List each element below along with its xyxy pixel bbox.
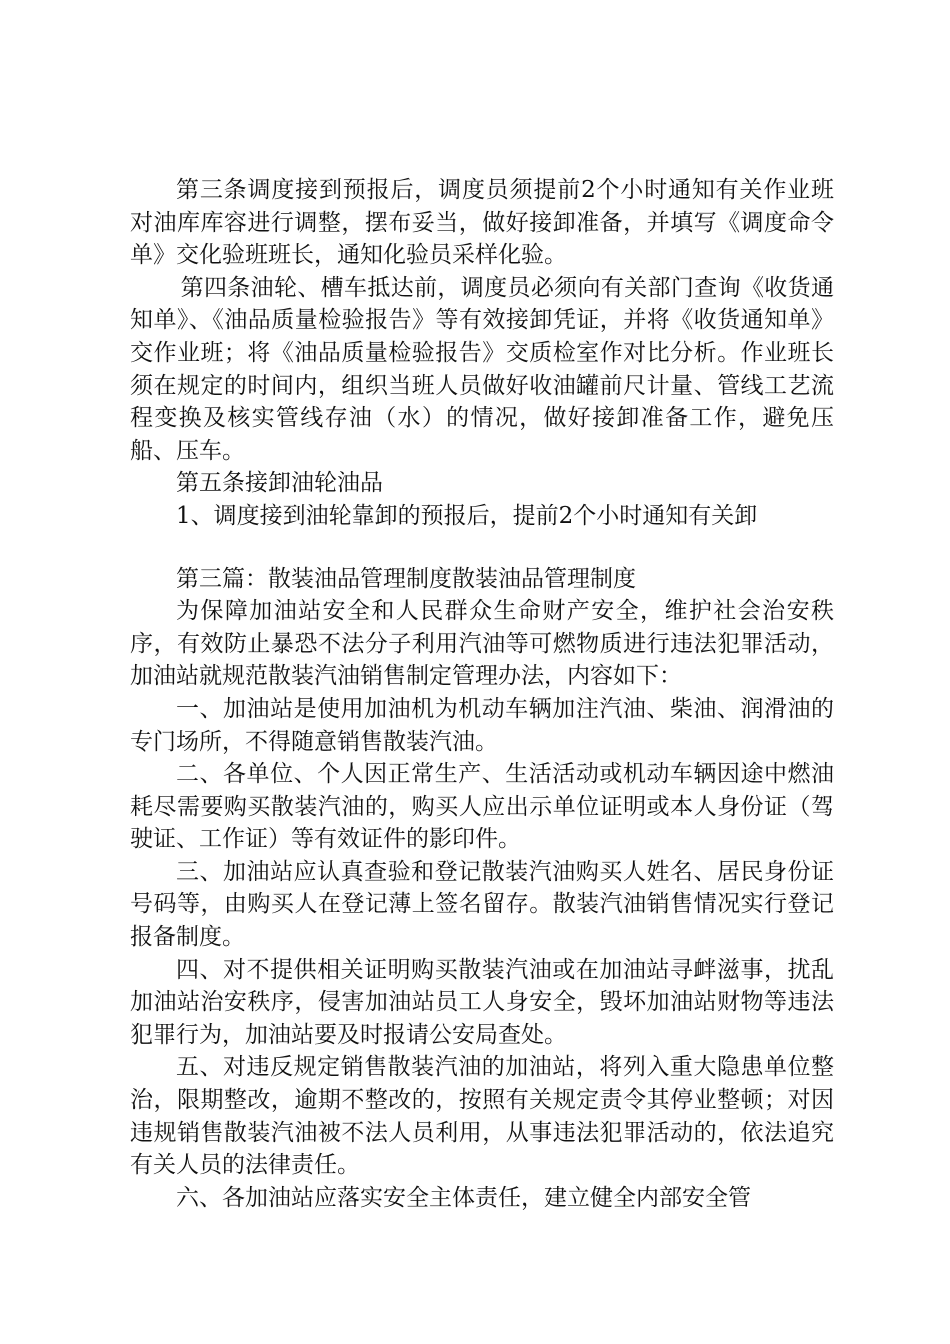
intro-paragraph: 为保障加油站安全和人民群众生命财产安全，维护社会治安秩序，有效防止暴恐不法分子利用汽油等可燃物质进行违法犯罪活动，加油站就规范散装汽油销售制定管理办法，内容如下： (130, 598, 834, 690)
article-3-paragraph: 第三条调度接到预报后，调度员须提前2个小时通知有关作业班对油库库容进行调整，摆布妥当，做好接卸准备，并填写《调度命令单》交化验班班长，通知化验员采样化验。 (130, 177, 834, 269)
article-5-heading: 第五条接卸油轮油品 (176, 470, 383, 497)
rule-2-paragraph: 二、各单位、个人因正常生产、生活活动或机动车辆因途中燃油耗尽需要购买散装汽油的，购买人应出示单位证明或本人身份证（驾驶证、工作证）等有效证件的影印件。 (130, 761, 834, 853)
article-5-item-1: 1、调度接到油轮靠卸的预报后，提前2个小时通知有关卸 (176, 502, 758, 529)
rule-4-paragraph: 四、对不提供相关证明购买散装汽油或在加油站寻衅滋事，扰乱加油站治安秩序，侵害加油站员工人身安全，毁坏加油站财物等违法犯罪行为，加油站要及时报请公安局查处。 (130, 956, 834, 1048)
section-heading: 第三篇：散装油品管理制度散装油品管理制度 (176, 565, 636, 592)
rule-6-paragraph: 六、各加油站应落实安全主体责任，建立健全内部安全管 (176, 1184, 751, 1211)
rule-5-paragraph: 五、对违反规定销售散装汽油的加油站，将列入重大隐患单位整治，限期整改，逾期不整改的，按照有关规定责令其停业整顿；对因违规销售散装汽油被不法人员利用，从事违法犯罪活动的，依法追究有关人员的法律责任。 (130, 1054, 834, 1179)
rule-3-paragraph: 三、加油站应认真查验和登记散装汽油购买人姓名、居民身份证号码等，由购买人在登记薄上签名留存。散装汽油销售情况实行登记报备制度。 (130, 858, 834, 951)
document-page (130, 174, 834, 1214)
article-4-paragraph: 第四条油轮、槽车抵达前，调度员必须向有关部门查询《收货通知单》、《油品质量检验报告》等有效接卸凭证，并将《收货通知单》交作业班；将《油品质量检验报告》交质检室作对比分析。作业班长须在规定的时间内，组织当班人员做好收油罐前尺计量、管线工艺流程变换及核实管线存油（水）的情况，做好接卸准备工作，避免压船、压车。 (130, 274, 834, 464)
section-gap (130, 533, 834, 563)
rule-1-paragraph: 一、加油站是使用加油机为机动车辆加注汽油、柴油、润滑油的专门场所，不得随意销售散装汽油。 (130, 695, 834, 755)
